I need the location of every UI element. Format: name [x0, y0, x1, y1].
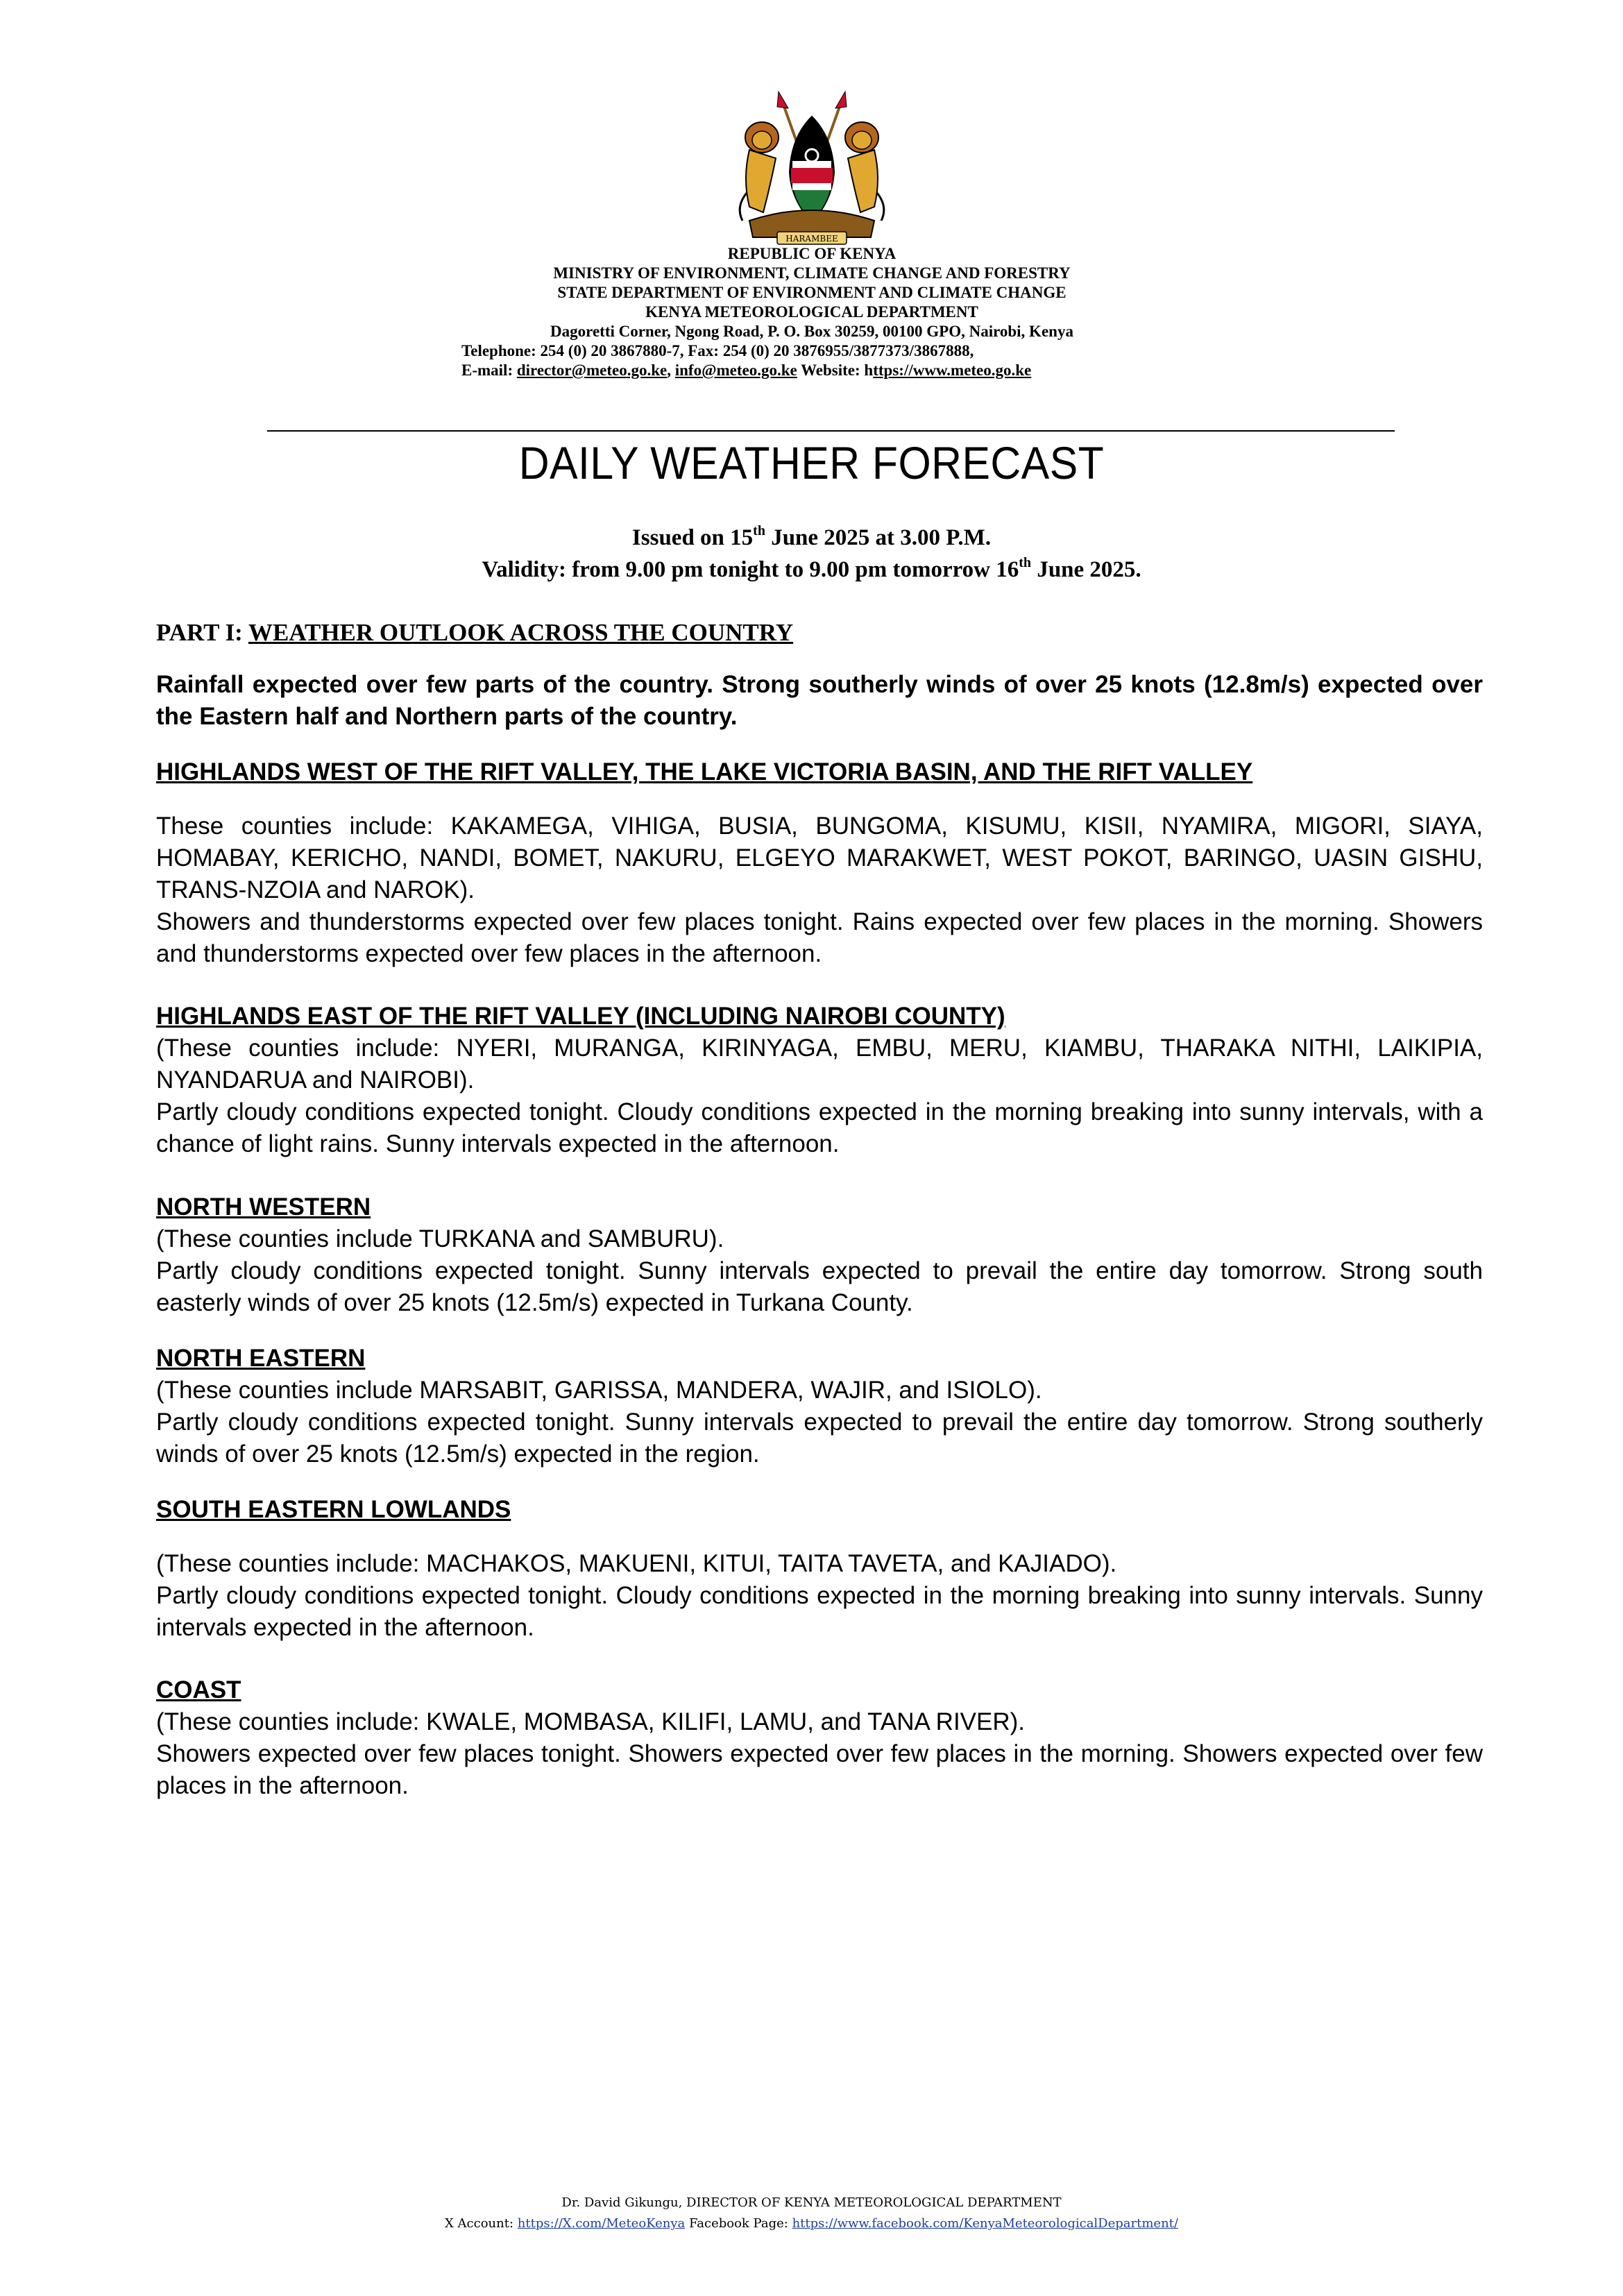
email-info-link[interactable]: info@meteo.go.ke	[674, 362, 797, 379]
region-forecast: Showers and thunderstorms expected over few places tonight. Rains expected over few places in the morning. Showers and thunderstorms expected over few places in the afternoon.	[156, 908, 1483, 967]
region-heading: COAST	[156, 1676, 241, 1703]
region-section	[156, 1375, 1483, 1470]
issued-line: Issued on 15th June 2025 at 3.00 P.M.	[631, 523, 992, 550]
region-section	[156, 1223, 1483, 1319]
region-heading: HIGHLANDS WEST OF THE RIFT VALLEY, THE LAKE VICTORIA BASIN, AND THE RIFT VALLEY	[156, 758, 1253, 785]
summary-paragraph: Rainfall expected over few parts of the country. Strong southerly winds of over 25 knots (12.8m/s) expected over the Eastern half and Northern parts of the country.	[156, 671, 1483, 730]
part-heading	[156, 619, 793, 647]
header-ministry: MINISTRY OF ENVIRONMENT, CLIMATE CHANGE AND FORESTRY	[553, 264, 1071, 282]
email-label: E-mail:	[461, 362, 517, 379]
kenya-coat-of-arms-icon	[722, 89, 902, 247]
email-separator: ,	[667, 362, 675, 379]
issue-block	[0, 522, 1623, 586]
region-forecast: Partly cloudy conditions expected tonight. Sunny intervals expected to prevail the entire day tomorrow. Strong south easterly winds of over 25 knots (12.5m/s) expected in Turkana County.	[156, 1257, 1483, 1316]
x-account-label: X Account:	[445, 2216, 518, 2231]
region-section	[156, 1706, 1483, 1802]
part-title: WEATHER OUTLOOK ACROSS THE COUNTRY	[248, 619, 794, 646]
header-republic: REPUBLIC OF KENYA	[727, 245, 897, 262]
header-address: Dagoretti Corner, Ngong Road, P. O. Box 30259, 00100 GPO, Nairobi, Kenya	[550, 323, 1073, 340]
region-heading: NORTH WESTERN	[156, 1193, 371, 1221]
region-section	[156, 810, 1483, 970]
region-counties: These counties include: KAKAMEGA, VIHIGA, BUSIA, BUNGOMA, KISUMU, KISII, NYAMIRA, MIGORI, SIAYA, HOMABAY, KERICHO, NANDI, BOMET, NAKURU, ELGEYO MARAKWET, WEST POKOT, BARINGO, UASIN GISHU, TRANS-NZOIA and NAROK).	[156, 813, 1483, 903]
region-heading: NORTH EASTERN	[156, 1345, 366, 1372]
email-director-link[interactable]: director@meteo.go.ke	[516, 362, 668, 379]
website-label: Website: h	[797, 362, 874, 379]
region-forecast: Showers expected over few places tonight. Showers expected over few places in the morning. Showers expected over few places in the afternoon.	[156, 1740, 1483, 1799]
region-counties: (These counties include MARSABIT, GARISSA, MANDERA, WAJIR, and ISIOLO).	[156, 1377, 1042, 1404]
region-forecast: Partly cloudy conditions expected tonight. Cloudy conditions expected in the morning breaking into sunny intervals. Sunny intervals expected in the afternoon.	[156, 1582, 1483, 1641]
facebook-label: Facebook Page:	[685, 2216, 792, 2231]
region-section	[156, 1548, 1483, 1644]
footer-social	[0, 2213, 1623, 2234]
region-forecast: Partly cloudy conditions expected tonight. Cloudy conditions expected in the morning breaking into sunny intervals, with a chance of light rains. Sunny intervals expected in the afternoon.	[156, 1098, 1483, 1157]
part-label: PART I:	[156, 619, 248, 646]
region-heading: SOUTH EASTERN LOWLANDS	[156, 1496, 511, 1523]
region-counties: (These counties include TURKANA and SAMBURU).	[156, 1225, 724, 1252]
facebook-link[interactable]: https://www.facebook.com/KenyaMeteorologicalDepartment/	[792, 2216, 1178, 2231]
page-footer	[0, 2193, 1623, 2234]
header-kmd: KENYA METEOROLOGICAL DEPARTMENT	[645, 303, 978, 321]
letterhead	[173, 244, 1450, 380]
region-counties: (These counties include: KWALE, MOMBASA, KILIFI, LAMU, and TANA RIVER).	[156, 1708, 1026, 1735]
validity-line: Validity: from 9.00 pm tonight to 9.00 pm tomorrow 16th June 2025.	[482, 555, 1141, 582]
header-telephone: Telephone: 254 (0) 20 3867880-7, Fax: 254 (0) 20 3876955/3877373/3867888,	[461, 342, 974, 359]
website-link[interactable]: ttps://www.meteo.go.ke	[873, 362, 1032, 379]
footer-director: Dr. David Gikungu, DIRECTOR OF KENYA METEOROLOGICAL DEPARTMENT	[561, 2195, 1062, 2210]
x-account-link[interactable]: https://X.com/MeteoKenya	[517, 2216, 686, 2231]
region-counties: (These counties include: MACHAKOS, MAKUENI, KITUI, TAITA TAVETA, and KAJIADO).	[156, 1550, 1117, 1577]
region-heading: HIGHLANDS EAST OF THE RIFT VALLEY (INCLUDING NAIROBI COUNTY)	[156, 1003, 1005, 1030]
header-state-department: STATE DEPARTMENT OF ENVIRONMENT AND CLIMATE CHANGE	[557, 284, 1067, 301]
header-contacts	[173, 361, 1450, 380]
document-title: DAILY WEATHER FORECAST	[518, 437, 1105, 488]
region-counties: (These counties include: NYERI, MURANGA, KIRINYAGA, EMBU, MERU, KIAMBU, THARAKA NITHI, LAIKIPIA, NYANDARUA and NAIROBI).	[156, 1035, 1483, 1094]
region-section	[156, 1032, 1483, 1160]
region-forecast: Partly cloudy conditions expected tonight. Sunny intervals expected to prevail the entire day tomorrow. Strong southerly winds of over 25 knots (12.5m/s) expected in the region.	[156, 1409, 1483, 1468]
motto-text: HARAMBEE	[785, 234, 838, 244]
